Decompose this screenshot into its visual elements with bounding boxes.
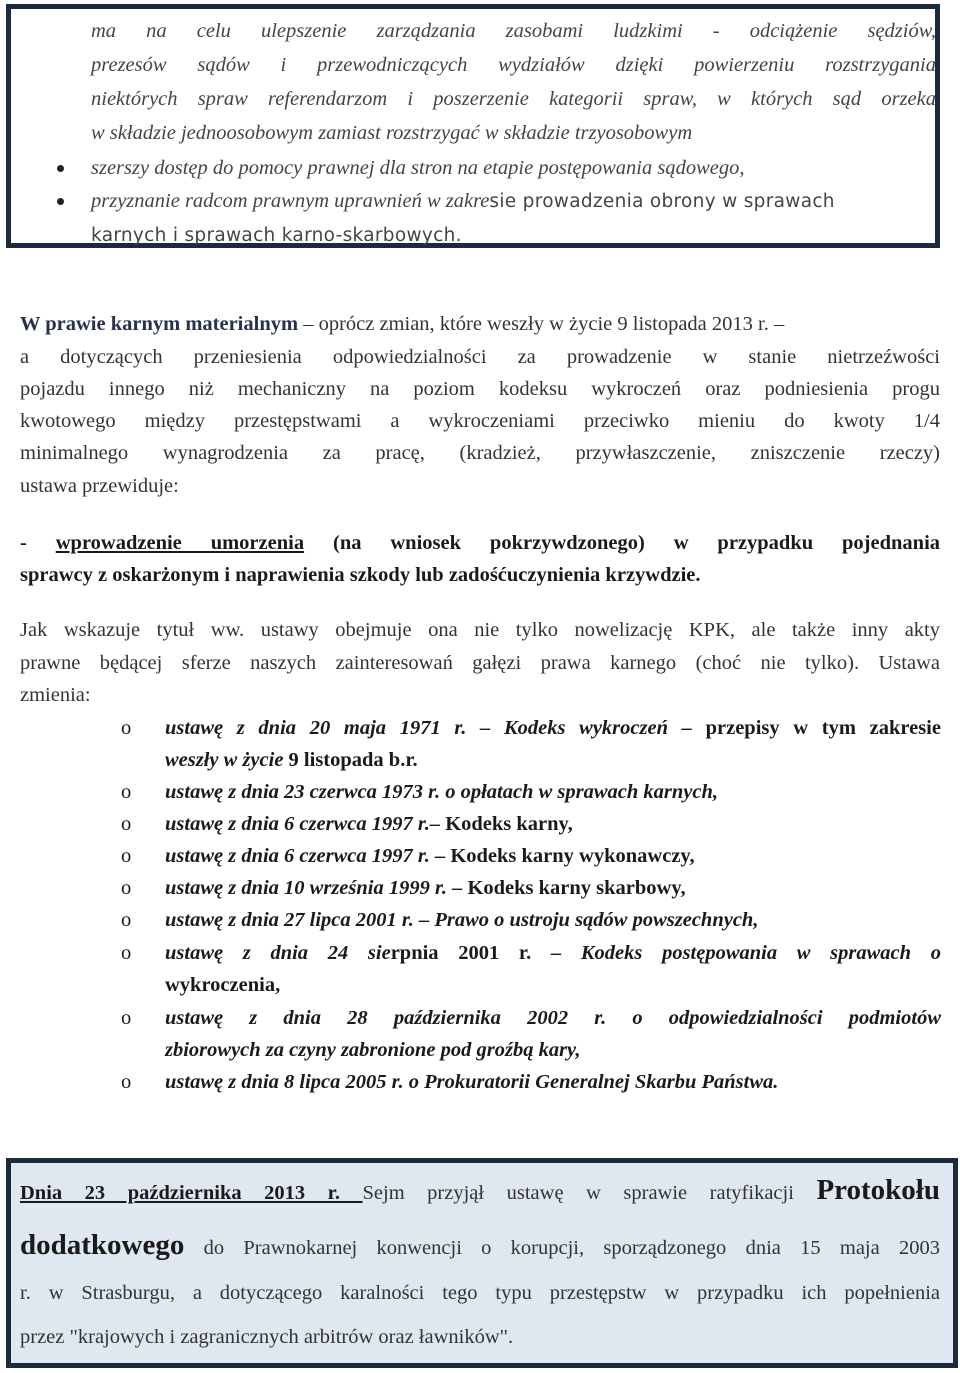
list-item-5-a: ustawę z dnia 10 września 1999 r. – [165, 877, 468, 899]
list-item-1-a: ustawę z dnia 20 maja 1971 r. – Kodeks wykroczeń – [165, 717, 706, 739]
box2-date: Dnia 23 października 2013 r. [20, 1182, 363, 1204]
list-item-4-a: ustawę z dnia 6 czerwca 1997 r. – [165, 845, 451, 867]
list-marker: o [121, 845, 132, 867]
list-marker: o [121, 813, 132, 835]
para1-line-1-rest: – oprócz zmian, które weszły w życie 9 listopada 2013 r. – [298, 313, 785, 335]
list-item-6: ustawę z dnia 27 lipca 2001 r. – Prawo o ustroju sądów powszechnych, [165, 909, 759, 931]
list-item-2: ustawę z dnia 23 czerwca 1973 r. o opłatach w sprawach karnych, [165, 781, 718, 803]
box1-line-1: ma na celu ulepszenie zarządzania zasobami ludzkimi - odciążenie sędziów, [91, 20, 936, 42]
list-item-cont [121, 1034, 941, 1067]
list-item-7-d: wykroczenia, [165, 974, 281, 996]
para3-line-2: prawne będącej sferze naszych zainteresowań gałęzi prawa karnego (choć nie tylko). Ustawa [20, 652, 940, 674]
list-item-7-a: ustawę z dnia 24 sie [165, 942, 391, 964]
list-item [121, 872, 941, 905]
list-item-1-b: przepisy w tym zakresie [705, 717, 941, 739]
para2-line-2: sprawcy z oskarżonym i naprawienia szkody lub zadośćuczynienia krzywdzie. [20, 564, 701, 586]
list-item-3-a: ustawę z dnia 6 czerwca 1997 r.– [165, 813, 446, 835]
list-marker: o [121, 1071, 132, 1093]
list-item-9: ustawę z dnia 8 lipca 2005 r. o Prokuratorii Generalnej Skarbu Państwa. [165, 1071, 779, 1093]
box1-bullet-2-cont: karnych i sprawach karno-skarbowych. [91, 225, 462, 246]
para1-line-4: kwotowego między przestępstwami a wykroczeniami przeciwko mieniu do kwoty 1/4 [20, 410, 940, 432]
list-item [121, 840, 941, 873]
para1-heading: W prawie karnym materialnym [20, 313, 299, 335]
box1-bullet-2-plain: sie prowadzenia obrony w sprawach [489, 191, 835, 212]
list-item [121, 1066, 941, 1099]
box2-line-2 [20, 1227, 940, 1266]
box2-line-3: r. w Strasburgu, a dotyczącego karalności tego typu przestępstw w przypadku ich popełnienia [20, 1282, 940, 1304]
list-item [121, 808, 941, 841]
bullet-icon [57, 198, 64, 205]
para1-line-2: a dotyczących przeniesienia odpowiedzialności za prowadzenie w stanie nietrzeźwości [20, 346, 940, 368]
list-item-3-b: Kodeks karny, [445, 813, 573, 835]
list-item-5-b: Kodeks karny skarbowy, [467, 877, 686, 899]
list-item-7-c: – Kodeks postępowania w sprawach o [531, 942, 941, 964]
box2-line-1-rest: Sejm przyjął ustawę w sprawie ratyfikacji [362, 1182, 817, 1204]
para3-line-3: zmienia: [20, 684, 91, 706]
box1-line-3: niektórych spraw referendarzom i poszerzenie kategorii spraw, w których sąd orzeka [91, 88, 936, 110]
para2-dash: - [20, 532, 56, 554]
list-marker: o [121, 717, 132, 739]
box2-big-1: Protokołu [816, 1174, 940, 1206]
box1-bullet-2-italic: przyznanie radcom prawnym uprawnień w zakre [91, 190, 490, 212]
list-item-1-c: weszły w życie [165, 749, 289, 771]
para3-line-1: Jak wskazuje tytuł ww. ustawy obejmuje ona nie tylko nowelizację KPK, ale także inny akty [20, 619, 940, 641]
box1-bullet-1: szerszy dostęp do pomocy prawnej dla stron na etapie postępowania sądowego, [91, 157, 745, 179]
box2-line-4: przez "krajowych i zagranicznych arbitrów oraz ławników". [20, 1326, 514, 1348]
bullet-icon [57, 165, 64, 172]
para2-underlined: wprowadzenie umorzenia [55, 532, 305, 554]
list-marker: o [121, 877, 132, 899]
box2-big-2: dodatkowego [20, 1229, 185, 1261]
para1-line-6: ustawa przewiduje: [20, 475, 179, 497]
list-item-cont [121, 969, 941, 1002]
list-item-1-d: 9 listopada b.r. [288, 749, 418, 771]
para1-line-1 [20, 308, 940, 341]
list-marker: o [121, 1007, 132, 1029]
box1-line-2: prezesów sądów i przewodniczących wydziałów dzięki powierzeniu rozstrzygania [91, 54, 936, 76]
para2-line-1 [20, 527, 940, 560]
list-item [121, 712, 941, 745]
para2-line-1-rest: (na wniosek pokrzywdzonego) w przypadku pojednania [304, 532, 941, 554]
box2-line-2-rest: do Prawnokarnej konwencji o korupcji, sporządzonego dnia 15 maja 2003 [184, 1237, 940, 1259]
list-marker: o [121, 781, 132, 803]
list-item-8-b: zbiorowych za czyny zabronione pod groźbą kary, [165, 1039, 581, 1061]
para1-line-3: pojazdu innego niż mechaniczny na poziom kodeksu wykroczeń oraz podniesienia progu [20, 378, 940, 400]
list-marker: o [121, 942, 132, 964]
list-item [121, 776, 941, 809]
list-item-7-b: rpnia 2001 r. [390, 942, 532, 964]
box2-line-1 [20, 1172, 940, 1211]
box1-bullet-2 [91, 188, 835, 215]
list-item-4-b: Kodeks karny wykonawczy, [450, 845, 695, 867]
list-item [121, 904, 941, 937]
list-item-cont [121, 744, 941, 777]
list-item [121, 1002, 941, 1035]
list-marker: o [121, 909, 132, 931]
list-item [121, 937, 941, 970]
box1-line-4: w składzie jednoosobowym zamiast rozstrzygać w składzie trzyosobowym [91, 122, 693, 144]
list-item-8-a: ustawę z dnia 28 października 2002 r. o odpowiedzialności podmiotów [165, 1007, 941, 1029]
para1-line-5: minimalnego wynagrodzenia za pracę, (kradzież, przywłaszczenie, zniszczenie rzeczy) [20, 442, 940, 464]
